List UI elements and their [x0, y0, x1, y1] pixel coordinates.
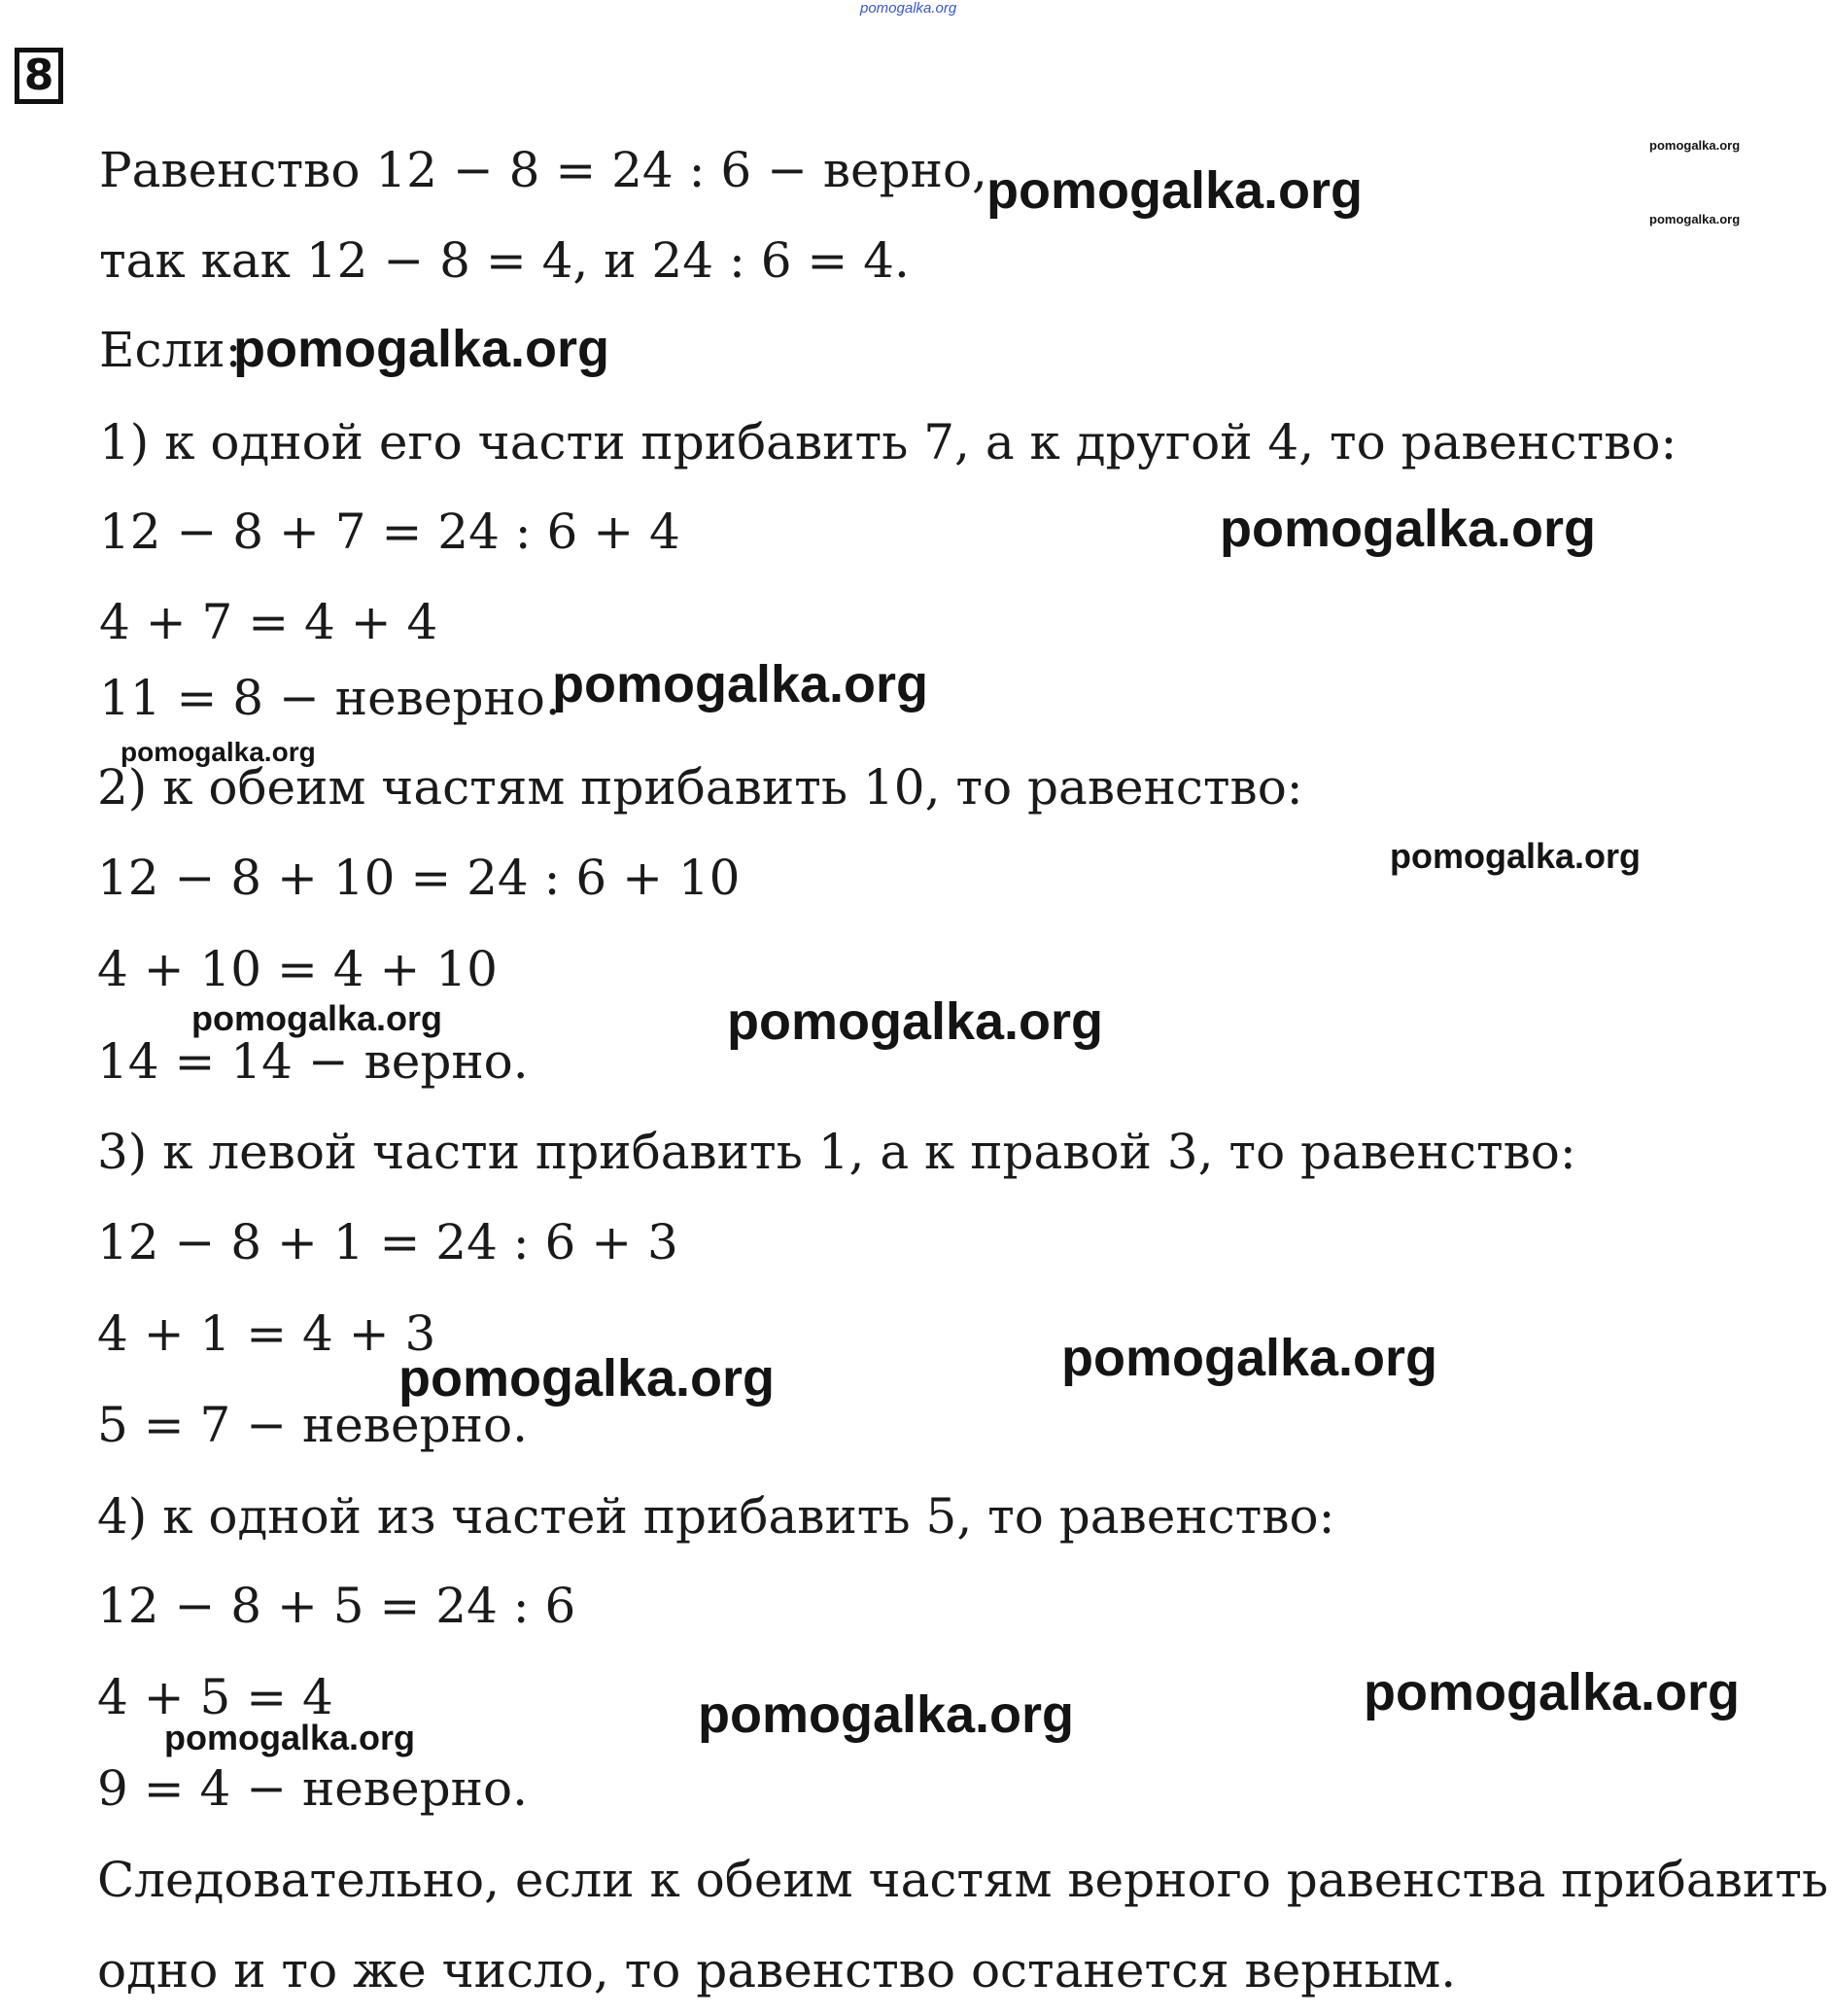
- solution-line-7: 11 = 8 − неверно.: [99, 670, 561, 726]
- solution-line-11: 14 = 14 − верно.: [97, 1033, 529, 1090]
- watermark: pomogalka.org: [1390, 836, 1642, 876]
- watermark: pomogalka.org: [1364, 1663, 1741, 1721]
- watermark: pomogalka.org: [727, 992, 1104, 1051]
- solution-line-14: 4 + 1 = 4 + 3: [97, 1305, 436, 1362]
- solution-line-18: 4 + 5 = 4: [97, 1669, 333, 1725]
- solution-line-8: 2) к обеим частям прибавить 10, то равенство:: [97, 759, 1303, 816]
- watermark: pomogalka.org: [552, 655, 929, 713]
- solution-line-16: 4) к одной из частей прибавить 5, то равенство:: [97, 1488, 1335, 1545]
- solution-line-13: 12 − 8 + 1 = 24 : 6 + 3: [97, 1214, 678, 1270]
- watermark: pomogalka.org: [1061, 1329, 1438, 1387]
- watermark: pomogalka.org: [698, 1686, 1075, 1744]
- task-number-box: 8: [15, 48, 63, 104]
- solution-line-15: 5 = 7 − неверно.: [97, 1397, 528, 1453]
- solution-line-5: 12 − 8 + 7 = 24 : 6 + 4: [99, 504, 680, 560]
- watermark: pomogalka.org: [164, 1718, 416, 1757]
- watermark: pomogalka.org: [121, 737, 316, 767]
- watermark: pomogalka.org: [398, 1349, 776, 1408]
- watermark: pomogalka.org: [233, 320, 610, 378]
- solution-line-20: Следовательно, если к обеим частям верного равенства прибавить: [97, 1852, 1829, 1908]
- watermark-top: pomogalka.org: [860, 0, 957, 17]
- solution-line-1: Равенство 12 − 8 = 24 : 6 − верно,: [99, 142, 987, 198]
- watermark: pomogalka.org: [191, 998, 443, 1038]
- solution-line-6: 4 + 7 = 4 + 4: [99, 594, 438, 650]
- watermark: pomogalka.org: [1649, 212, 1741, 226]
- solution-line-10: 4 + 10 = 4 + 10: [97, 941, 498, 997]
- solution-line-4: 1) к одной его части прибавить 7, а к другой 4, то равенство:: [99, 414, 1677, 470]
- solution-line-9: 12 − 8 + 10 = 24 : 6 + 10: [97, 850, 741, 906]
- solution-line-2: так как 12 − 8 = 4, и 24 : 6 = 4.: [99, 232, 910, 289]
- watermark: pomogalka.org: [1649, 138, 1741, 153]
- watermark: pomogalka.org: [986, 161, 1364, 220]
- solution-line-17: 12 − 8 + 5 = 24 : 6: [97, 1578, 576, 1634]
- watermark: pomogalka.org: [1220, 500, 1597, 558]
- solution-line-12: 3) к левой части прибавить 1, а к правой 3, то равенство:: [97, 1124, 1576, 1180]
- solution-line-21: одно и то же число, то равенство останется верным.: [97, 1942, 1457, 1999]
- solution-line-19: 9 = 4 − неверно.: [97, 1760, 528, 1817]
- solution-line-3: Если:: [99, 322, 242, 378]
